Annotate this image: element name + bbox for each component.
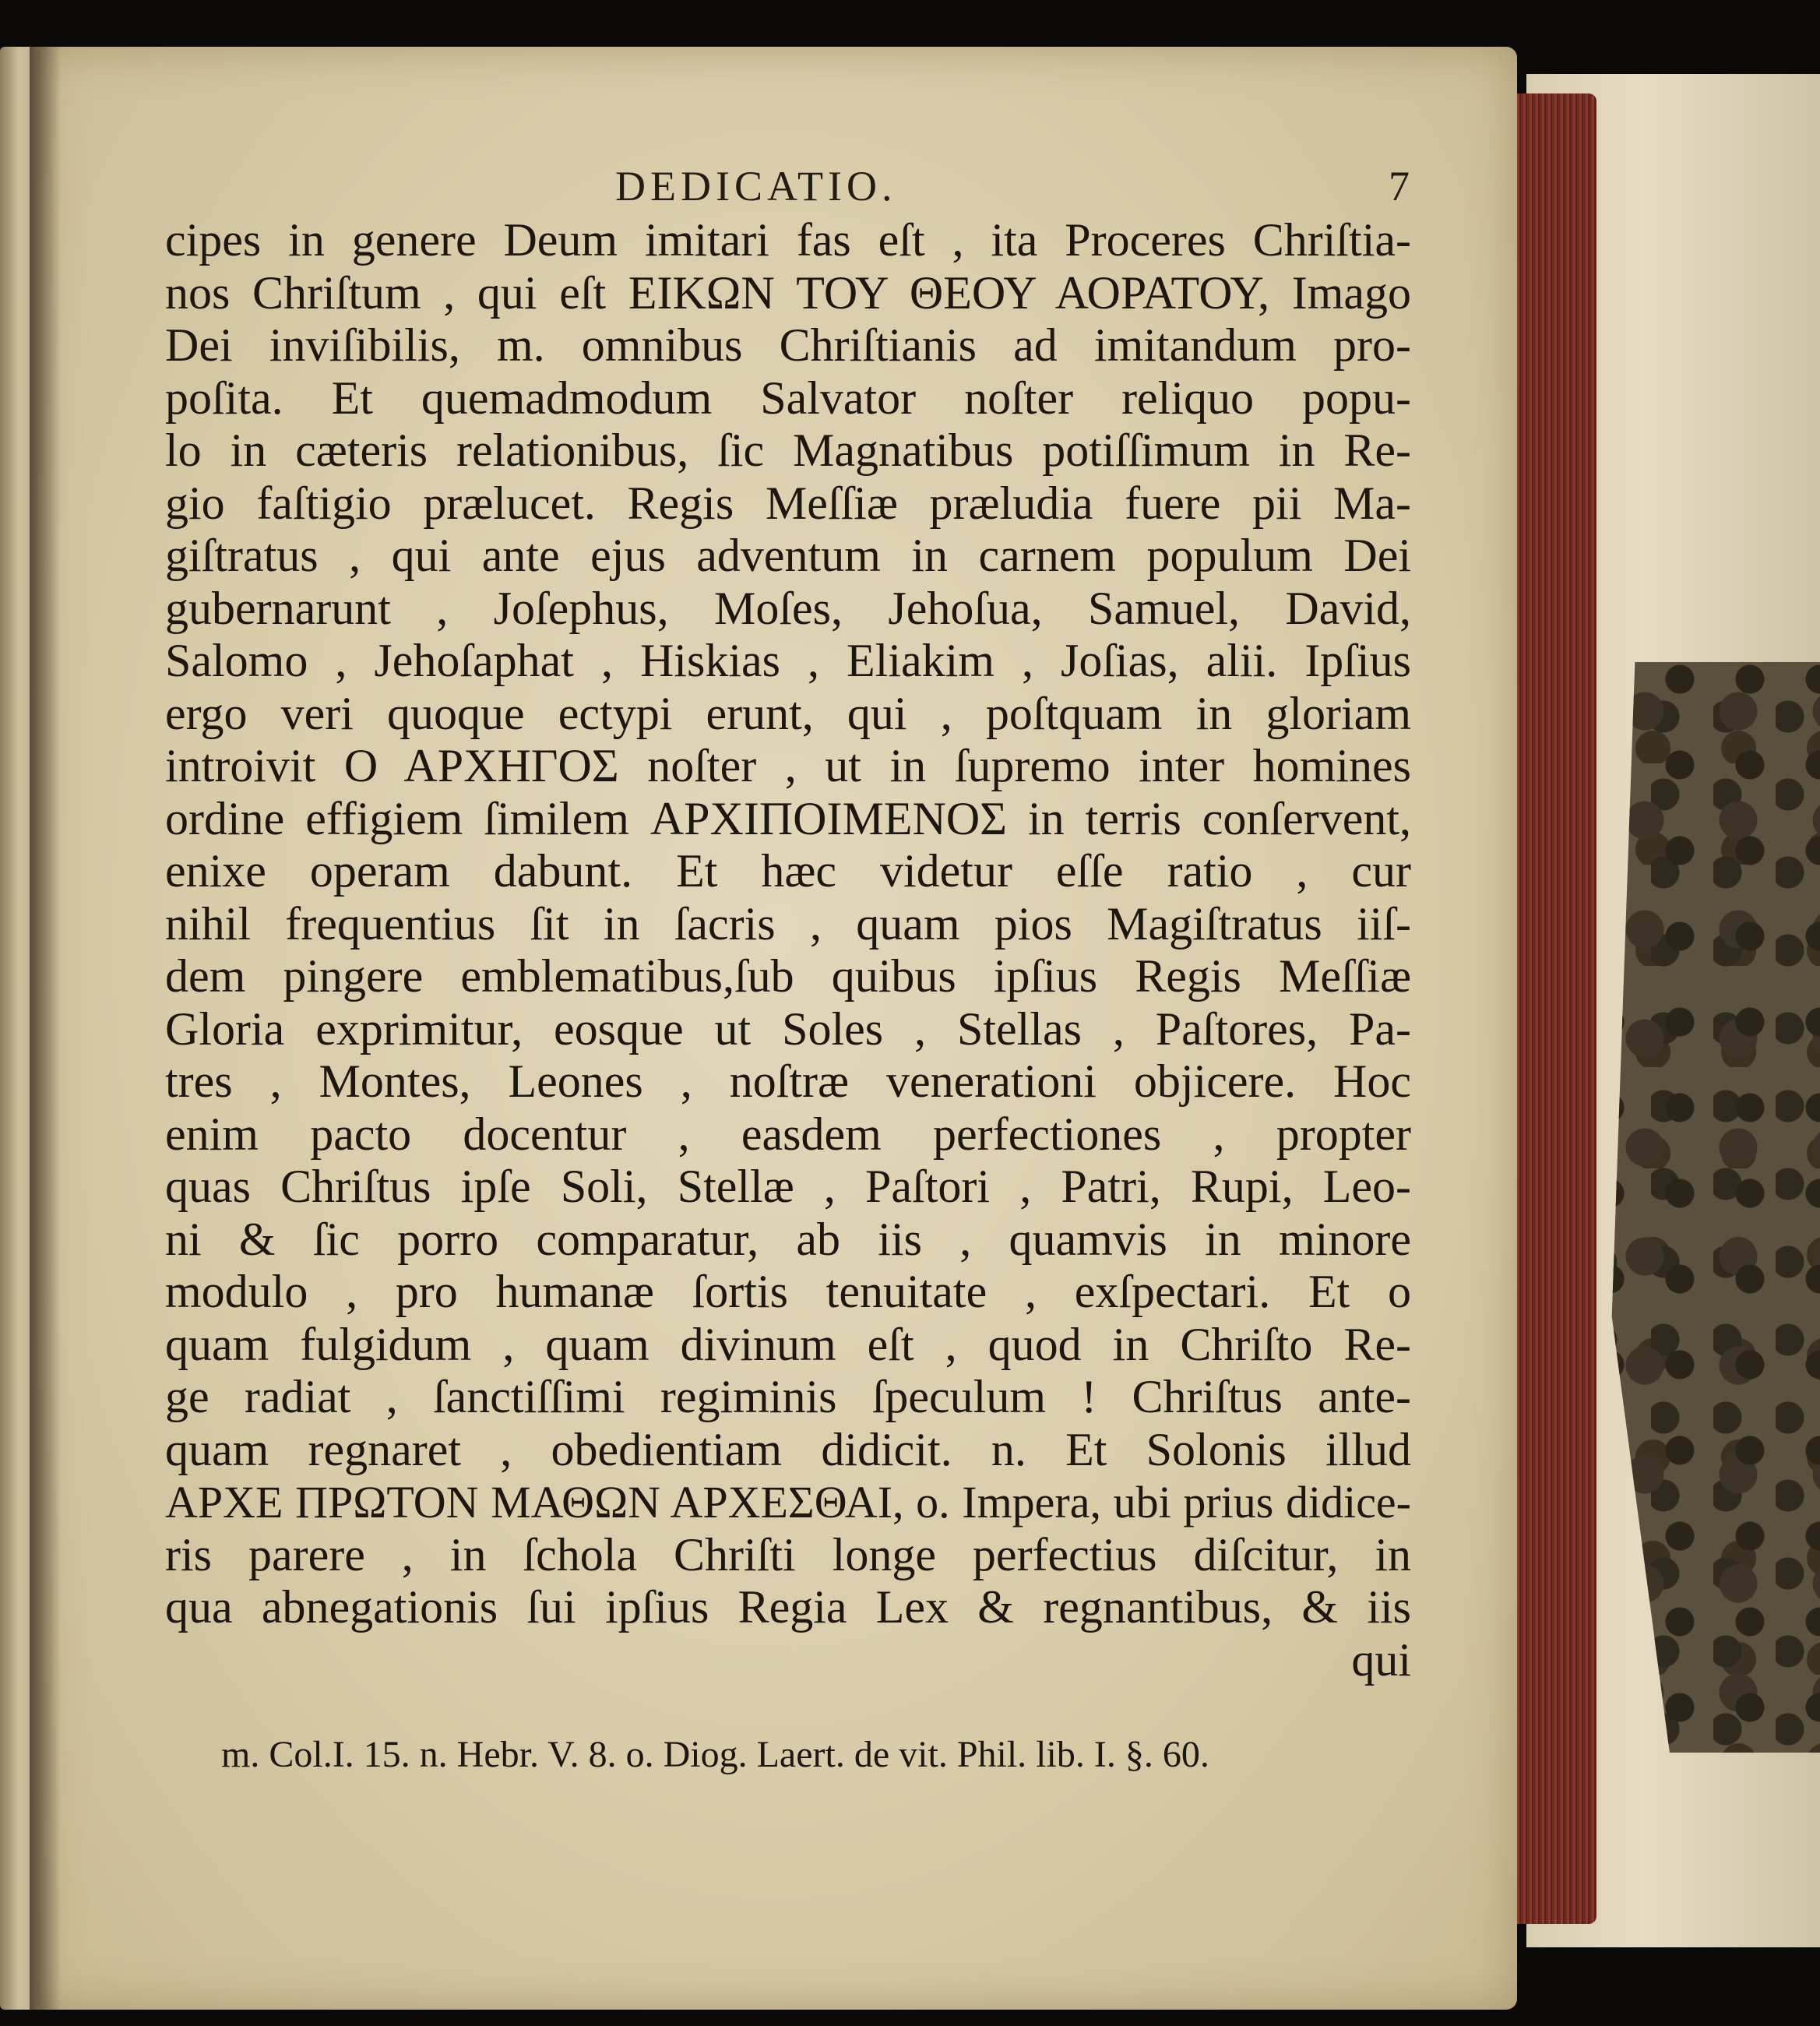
text-line: ordine effigiem ſimilem ΑΡΧΙΠΟΙΜΕΝΟΣ in terris conſervent, [165,792,1411,844]
text-line: Gloria exprimitur, eosque ut Soles , Stellas , Paſtores, Pa- [165,1002,1411,1055]
text-line: gubernarunt , Joſephus, Moſes, Jehoſua, Samuel, David, [165,582,1411,634]
page-header [156,162,1410,217]
text-line: cipes in genere Deum imitari fas eſt , ita Proceres Chriſtia- [165,214,1411,266]
text-line: modulo , pro humanæ ſortis tenuitate , exſpectari. Et o [165,1266,1411,1317]
text-line: nos Chriſtum , qui eſt ΕΙΚΩΝ ΤΟΥ ΘΕΟΥ ΑΟΡΑΤΟΥ, Imago [165,266,1411,319]
running-title: DEDICATIO. [615,163,897,210]
text-line: quam regnaret , obedientiam didicit. n. Et Solonis illud [165,1423,1411,1475]
red-page-edges [1515,93,1596,1924]
text-line: tres , Montes, Leones , noſtræ venerationi objicere. Hoc [165,1055,1411,1107]
text-line: ris parere , in ſchola Chriſti longe perfectius diſcitur, in [165,1528,1411,1580]
text-line: qua abnegationis ſui ipſius Regia Lex & regnantibus, & iis [165,1581,1411,1633]
page-number: 7 [1389,163,1410,210]
text-line: gio faſtigio prælucet. Regis Meſſiæ præludia fuere pii Ma- [165,477,1411,529]
text-line: Salomo , Jehoſaphat , Hiskias , Eliakim , Joſias, alii. Ipſius [165,635,1411,686]
text-line: ergo veri quoque ectypi erunt, qui , poſtquam in gloriam [165,687,1411,739]
catchword: qui [1351,1633,1411,1686]
body-text [165,214,1411,1686]
text-line: quam fulgidum , quam divinum eſt , quod in Chriſto Re- [165,1318,1411,1370]
text-line: ΑΡΧΕ ΠΡΩΤΟΝ ΜΑΘΩΝ ΑΡΧΕΣΘΑΙ, o. Impera, ubi prius didice- [165,1477,1411,1527]
text-line: Dei inviſibilis, m. omnibus Chriſtianis ad imitandum pro- [165,319,1411,371]
text-line: ni & ſic porro comparatur, ab iis , quamvis in minore [165,1213,1411,1265]
text-line: quas Chriſtus ipſe Soli, Stellæ , Paſtori , Patri, Rupi, Leo- [165,1161,1411,1212]
text-line: ge radiat , ſanctiſſimi regiminis ſpeculum ! Chriſtus ante- [165,1371,1411,1422]
text-line: poſita. Et quemadmodum Salvator noſter reliquo popu- [165,372,1411,424]
text-line: introivit Ο ΑΡΧΗΓΟΣ noſter , ut in ſupremo inter homines [165,740,1411,791]
text-line: nihil frequentius ſit in ſacris , quam pios Magiſtratus iiſ- [165,897,1411,950]
text-line: enixe operam dabunt. Et hæc videtur eſſe ratio , cur [165,845,1411,897]
text-line: giſtratus , qui ante ejus adventum in carnem populum Dei [165,530,1411,581]
text-line: dem pingere emblematibus,ſub quibus ipſius Regis Meſſiæ [165,950,1411,1002]
gutter-shadow [30,47,61,2010]
text-line: enim pacto docentur , easdem perfectiones , propter [165,1108,1411,1160]
footnotes: m. Col.I. 15. n. Hebr. V. 8. o. Diog. Laert. de vit. Phil. lib. I. §. 60. [221,1734,1209,1775]
text-line: lo in cæteris relationibus, ſic Magnatibus potiſſimum in Re- [165,425,1411,476]
